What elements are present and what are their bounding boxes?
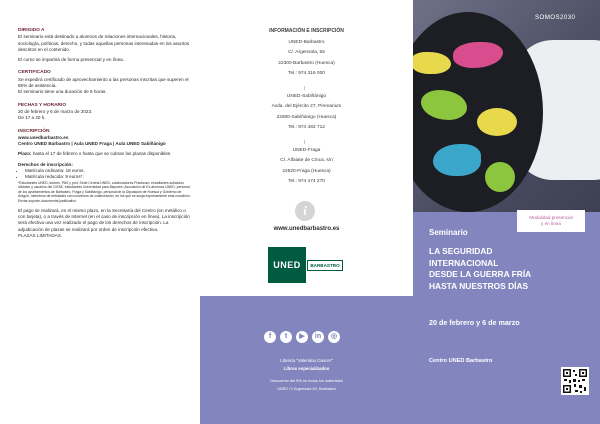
address-fraga xyxy=(200,146,413,188)
info-icon: i xyxy=(295,201,315,221)
title-line: DESDE LA GUERRA FRÍA xyxy=(429,269,532,280)
address-line: C/. Argensola, 55 xyxy=(288,50,325,56)
modality-line: Modalidad presencial xyxy=(529,214,573,220)
address-line: Tel.: 974 483 712 xyxy=(288,125,325,131)
dirigido-text: El seminario está destinado a alumnos de relaciones internacionales, historia, sociología, políticas, derecho, y todas aquellas personas interesadas en los asuntos descritos en el contenido. xyxy=(18,34,190,52)
fechas-line1: 20 de febrero y 6 de marzo de 2023. xyxy=(18,108,93,114)
centro-label: Centro UNED Barbastro xyxy=(429,358,493,364)
divider xyxy=(304,86,305,90)
barbastro-logo-box xyxy=(306,247,344,283)
instagram-icon[interactable]: ◎ xyxy=(328,331,340,343)
address-line: Avda. del Ejército 27, Pirenarium xyxy=(271,104,342,110)
title-line: HASTA NUESTROS DÍAS xyxy=(429,280,529,291)
certificado-heading: CERTIFICADO xyxy=(18,70,51,76)
address-line: UNED-Fraga xyxy=(292,148,321,153)
website-link[interactable]: www.unedbarbastro.es xyxy=(273,226,340,232)
inscripcion-web-link[interactable]: www.unedbarbastro.es xyxy=(18,134,69,140)
address-line: Tel.: 974 316 000 xyxy=(288,71,325,77)
derechos-item: • Matrícula ordinaria: 18 euros. xyxy=(25,168,192,174)
middle-bottom-band xyxy=(200,296,413,424)
certificado-text: Se expedirá certificado de aprovechamiento a las personas inscritas que superen el 85% de asistencia. xyxy=(18,76,189,89)
address-sabinanigo xyxy=(200,92,413,134)
seminario-label: Seminario xyxy=(429,228,468,237)
address-line: 22520-Fraga (Huesca) xyxy=(282,168,331,174)
dirigido-heading: DIRIGIDO A xyxy=(18,28,45,33)
somos2030-label: SOMOS2030 xyxy=(535,14,576,21)
middle-panel xyxy=(200,0,413,296)
facebook-icon[interactable]: f xyxy=(264,331,276,343)
qr-code-icon[interactable] xyxy=(561,367,589,395)
twitter-icon[interactable]: t xyxy=(280,331,292,343)
plazo-text xyxy=(18,151,192,157)
youtube-icon[interactable]: ▶ xyxy=(296,331,308,343)
plazo-label: Plazo: xyxy=(18,151,32,157)
library-address: UNED C/ Argensola 60, Barbastro xyxy=(277,386,336,391)
plazas-limitadas: PLAZAS LIMITADAS. xyxy=(18,232,63,238)
address-line: UNED-Barbastro xyxy=(288,40,325,45)
inscripcion-centros: Centro UNED Barbastro | Aula UNED Fraga | Aula UNED Sabiñánigo xyxy=(18,141,166,147)
library-subtitle: Libros especializados xyxy=(283,366,330,371)
library-discount: Descuento del 5% en todos los materiales xyxy=(270,378,343,383)
library-name: Librería "Valentina Cancer" xyxy=(280,358,333,363)
seminar-title xyxy=(429,246,594,292)
cover-panel xyxy=(413,0,600,424)
info-title: INFORMACIÓN E INSCRIPCIÓN xyxy=(269,28,344,34)
uned-logo-text: UNED xyxy=(268,247,306,283)
address-line: 22600-Sabiñánigo (Huesca) xyxy=(276,114,337,120)
modality-line: y en línea xyxy=(541,221,561,226)
uned-barbastro-logo xyxy=(268,247,344,283)
address-line: C/. Alfaiate de Cinca, s/n xyxy=(280,158,333,164)
address-line: Tel.: 974 474 270 xyxy=(288,179,325,185)
social-icons xyxy=(264,331,340,343)
divider xyxy=(304,140,305,144)
plazo-value: hasta el 17 de febrero o hasta que se cubran las plazas disponibles. xyxy=(32,151,172,157)
fechas-heading: FECHAS Y HORARIO xyxy=(18,102,67,108)
modality-text: El curso se impartirá de forma presencial y en línea. xyxy=(18,57,124,63)
globe-photo xyxy=(413,0,600,212)
title-line: LA SEGURIDAD xyxy=(429,246,493,256)
left-panel xyxy=(0,0,200,424)
modality-badge xyxy=(517,210,585,232)
seminar-dates: 20 de febrero y 6 de marzo xyxy=(429,318,520,327)
fechas-line2: De 17 a 20 h. xyxy=(18,115,46,121)
address-barbastro xyxy=(200,38,413,80)
pago-text: El pago se realizará, en el mismo plazo, en la Secretaría del Centro (en metálico o con tarjeta), o a través de Internet (en el caso de inscripción en línea). La inscripción será efectiva una vez realizado el pago de los derechos de inscripción. La adjudicación de plazas se realizará por orden de inscripción efectiva. xyxy=(18,207,190,232)
address-line: UNED-Sabiñánigo xyxy=(286,94,327,99)
inscripcion-heading: INSCRIPCIÓN xyxy=(18,128,50,134)
derechos-note: *Estudiantes UNED, tutores, PAS y prof. Sede Central UNED, colaboradores Prácticum, estudiantes activados oficiales y usuarios del CIFAE, estudiantes Universidad para Mayores, Asociación de Ex-alumnos UNED, personal de los ayuntamientos de Barbastro, Fraga y Sabiñánigo, personal de la Diputación de Huesca y Gobierno de Aragón, miembros de entidades con convenios de colaboración, en los que se acoja expresamente esta condición. Enviar soporte documental justificativo. xyxy=(18,180,191,204)
duration-text: El seminario tiene una duración de 6 horas. xyxy=(18,89,107,95)
address-line: 22300-Barbastro (Huesca) xyxy=(278,60,335,66)
derechos-item: • Matrícula reducida: 9 euros*. xyxy=(25,174,192,180)
derechos-list xyxy=(18,168,192,181)
derechos-heading: Derechos de inscripción: xyxy=(18,161,73,167)
title-line: INTERNACIONAL xyxy=(429,257,499,268)
linkedin-icon[interactable]: in xyxy=(312,331,324,343)
barbastro-logo-text: BARBASTRO xyxy=(307,260,342,271)
